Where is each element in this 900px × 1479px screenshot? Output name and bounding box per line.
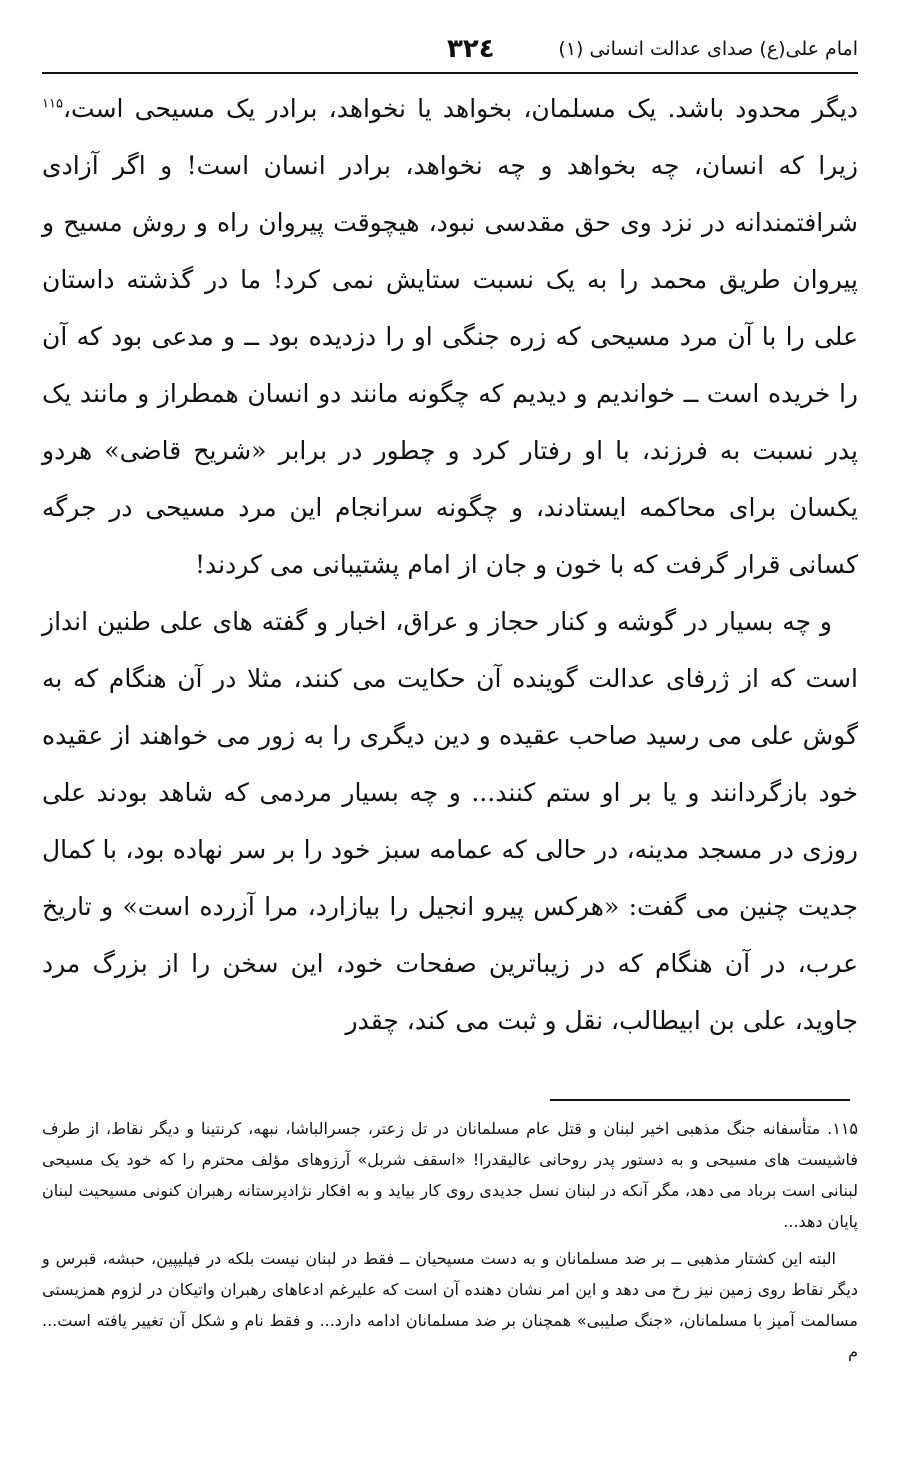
running-title: امام علی(ع) صدای عدالت انسانی (۱) (558, 38, 858, 60)
paragraph-1-rest: زیرا که انسان، چه بخواهد و چه نخواهد، برادر انسان است! و اگر آزادی شرافتمندانه در نزد وی حق مقدسی نبود، هیچوقت پیروان راه و روش مسیح و پیروان طریق محمد را به یک نسبت ستایش نمی کرد! ما در گذشته داستان علی را با آن مرد مسیحی که زره جنگی او را دزدیده بود ــ و مدعی بود که آن را خریده است ــ خواندیم و دیدیم که چگونه مانند دو انسان همطراز و مانند یک پدر نسبت به فرزند، با او رفتار کرد و چطور در برابر «شریح قاضی» هردو یکسان برای محاکمه ایستادند، و چگونه سرانجام این مرد مسیحی در جرگه کسانی قرار گرفت که با خون و جان از امام پشتیبانی می کردند! (42, 151, 858, 579)
page-number: ۳۲٤ (447, 34, 495, 64)
footnote-rule (550, 1099, 850, 1101)
paragraph-1-start: دیگر محدود باشد. یک مسلمان، بخواهد یا نخواهد، برادر یک مسیحی است، (62, 94, 858, 123)
paragraph-1 (42, 80, 858, 593)
footnote-reference: ۱۱۵ (42, 96, 63, 112)
footnote-115-continued: البته این کشتار مذهبی ــ بر ضد مسلمانان و به دست مسیحیان ــ فقط در لبنان نیست بلکه در فیلیپین، حبشه، قبرس و دیگر نقاط روی زمین نیز رخ می دهد و این امر نشان دهنده آن است که علیرغم ادعاهای رهبران واتیکان در لزوم همزیستی مسالمت آمیز با مسلمانان، «جنگ صلیبی» همچنان بر ضد مسلمانان ادامه دارد... و فقط نام و شکل آن تغییر یافته است... م (42, 1249, 858, 1361)
footnote-115: ۱۱۵. متأسفانه جنگ مذهبی اخیر لبنان و قتل عام مسلمانان در تل زعتر، جسرالباشا، نبهه، کرنتینا و دیگر نقاط، از طرف فاشیست های مسیحی و به دستور پدر روحانی عالیقدرا! «اسقف شربل» آرزوهای مؤلف محترم را که خود یک مسیحی لبنانی است برباد می دهد، مگر آنکه در لبنان نسل جدیدی روی کار بیاید و به افکار نژادپرستانه رهبران کنونی مسیحیت لبنان پایان دهد... (42, 1119, 858, 1231)
header-rule (42, 72, 858, 74)
paragraph-2: و چه بسیار در گوشه و کنار حجاز و عراق، اخبار و گفته های علی طنین انداز است که از ژرفای عدالت گوینده آن حکایت می کنند، مثلا در آن هنگام که به گوش علی می رسید صاحب عقیده و دین دیگری را به زور می خواهند از عقیده خود بازگردانند و یا بر او ستم کنند... و چه بسیار مردمی که شاهد بودند علی روزی در مسجد مدینه، در حالی که عمامه سبز خود را بر سر نهاده بود، با کمال جدیت چنین می گفت: «هرکس پیرو انجیل را بیازارد، مرا آزرده است» و تاریخ عرب، در آن هنگام که در زیباترین صفحات خود، این سخن را از بزرگ مرد جاوید، علی بن ابیطالب، نقل و ثبت می کند، چقدر (42, 607, 858, 1035)
page-header (42, 28, 858, 70)
main-text (42, 80, 858, 1049)
footnotes (42, 1113, 858, 1367)
